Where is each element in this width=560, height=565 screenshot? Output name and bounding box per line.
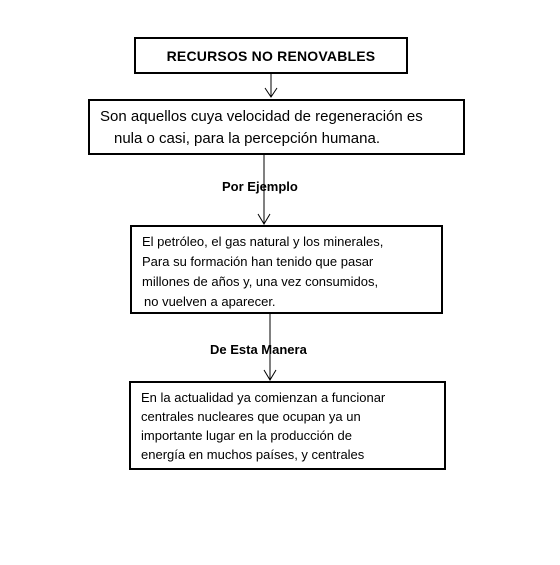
example-line-4: no vuelven a aparecer.	[144, 294, 276, 309]
consequence-line-4: energía en muchos países, y centrales	[141, 447, 365, 462]
example-box	[130, 225, 443, 314]
diagram-title: RECURSOS NO RENOVABLES	[166, 47, 376, 64]
definition-line-2: nula o casi, para la percepción humana.	[114, 130, 381, 147]
arrow-3-head	[264, 370, 276, 380]
definition-line-1: Son aquellos cuya velocidad de regeneración es	[100, 108, 423, 125]
consequence-line-2: centrales nucleares que ocupan ya un	[141, 409, 361, 424]
title-box	[134, 37, 408, 74]
example-line-3: millones de años y, una vez consumidos,	[142, 274, 379, 289]
consequence-box	[129, 381, 446, 470]
consequence-line-1: En la actualidad ya comienzan a funcionar	[141, 390, 386, 405]
arrow-1-head	[265, 88, 277, 97]
example-line-2: Para su formación han tenido que pasar	[142, 254, 374, 269]
definition-box	[88, 99, 465, 155]
connector-label-de-esta-manera: De Esta Manera	[210, 342, 307, 357]
connector-label-por-ejemplo: Por Ejemplo	[222, 179, 298, 194]
consequence-line-3: importante lugar en la producción de	[141, 428, 353, 443]
arrow-2-head	[258, 214, 270, 224]
example-line-1: El petróleo, el gas natural y los minerales,	[142, 234, 384, 249]
